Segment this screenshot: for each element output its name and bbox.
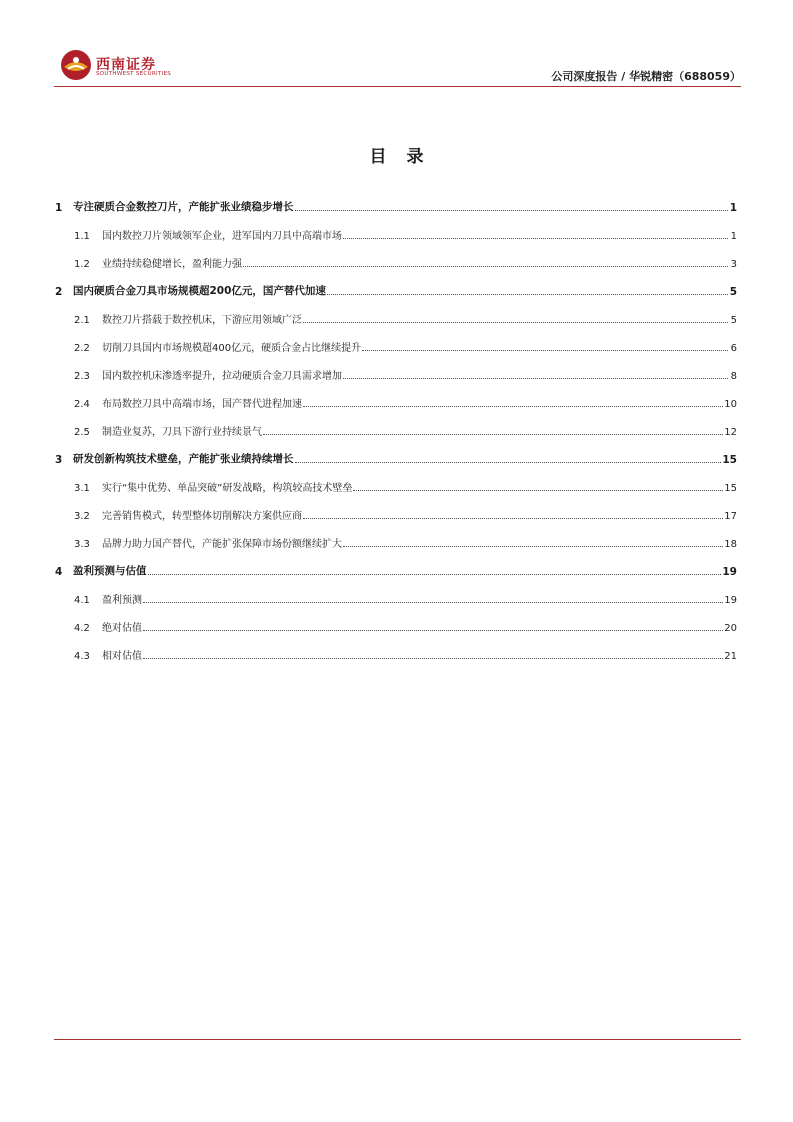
toc-entry-title[interactable]: 制造业复苏，刀具下游行业持续景气 bbox=[102, 427, 262, 438]
toc-entry-title[interactable]: 相对估值 bbox=[102, 651, 142, 662]
toc-page-number: 6 bbox=[730, 343, 737, 354]
toc-entry-title[interactable]: 绝对估值 bbox=[102, 623, 142, 634]
toc-dot-leader bbox=[263, 433, 723, 435]
toc-entry-number: 2.5 bbox=[74, 427, 90, 438]
toc-entry-number: 1.2 bbox=[74, 259, 90, 270]
toc-dot-leader bbox=[327, 293, 728, 295]
toc-section-entry[interactable] bbox=[55, 298, 737, 326]
toc-page-number: 5 bbox=[730, 315, 737, 326]
toc-entry-number: 2.2 bbox=[74, 343, 90, 354]
toc-page-number: 19 bbox=[724, 595, 737, 606]
page-header bbox=[0, 0, 793, 95]
toc-entry-number: 2.3 bbox=[74, 371, 90, 382]
toc-entry-number: 4 bbox=[55, 566, 63, 578]
toc-page-number: 20 bbox=[724, 623, 737, 634]
toc-entry-title[interactable]: 国内数控机床渗透率提升，拉动硬质合金刀具需求增加 bbox=[102, 371, 342, 382]
toc-page-number: 15 bbox=[722, 454, 737, 466]
toc-section-entry[interactable] bbox=[55, 494, 737, 522]
toc-entry-title[interactable]: 布局数控刀具中高端市场，国产替代进程加速 bbox=[102, 399, 302, 410]
toc-page-number: 1 bbox=[730, 231, 737, 242]
toc-page-number: 18 bbox=[724, 539, 737, 550]
logo-chinese-name: 西南证券 bbox=[96, 57, 156, 73]
toc-section-entry[interactable] bbox=[55, 326, 737, 354]
southwest-securities-logo-icon bbox=[60, 49, 92, 81]
toc-section-entry[interactable] bbox=[55, 242, 737, 270]
toc-entry-title[interactable]: 盈利预测与估值 bbox=[73, 565, 147, 577]
toc-chapter-entry[interactable] bbox=[55, 270, 737, 298]
toc-section-entry[interactable] bbox=[55, 606, 737, 634]
toc-dot-leader bbox=[143, 629, 723, 631]
toc-page-number: 1 bbox=[729, 202, 737, 214]
toc-dot-leader bbox=[148, 573, 722, 575]
toc-page-number: 15 bbox=[724, 483, 737, 494]
company-logo bbox=[60, 49, 172, 81]
toc-heading bbox=[0, 142, 793, 167]
toc-entry-title[interactable]: 完善销售模式，转型整体切削解决方案供应商 bbox=[102, 511, 302, 522]
toc-entry-number: 2.1 bbox=[74, 315, 90, 326]
toc-dot-leader bbox=[353, 489, 723, 491]
toc-entry-number: 2.4 bbox=[74, 399, 90, 410]
toc-page-number: 3 bbox=[730, 259, 737, 270]
toc-page-number: 12 bbox=[724, 427, 737, 438]
toc-entry-number: 3.2 bbox=[74, 511, 90, 522]
toc-entry-title[interactable]: 研发创新构筑技术壁垒，产能扩张业绩持续增长 bbox=[73, 453, 294, 465]
toc-page-number: 5 bbox=[729, 286, 737, 298]
toc-page-number: 19 bbox=[722, 566, 737, 578]
toc-section-entry[interactable] bbox=[55, 214, 737, 242]
toc-dot-leader bbox=[303, 321, 728, 323]
toc-dot-leader bbox=[343, 237, 728, 239]
toc-dot-leader bbox=[143, 657, 723, 659]
toc-dot-leader bbox=[362, 349, 728, 351]
toc-entry-number: 3.1 bbox=[74, 483, 90, 494]
toc-section-entry[interactable] bbox=[55, 410, 737, 438]
toc-heading-char-2: 录 bbox=[406, 147, 434, 167]
toc-entry-title[interactable]: 切削刀具国内市场规模超400亿元，硬质合金占比继续提升 bbox=[102, 343, 362, 354]
table-of-contents bbox=[55, 186, 737, 662]
toc-entry-number: 4.2 bbox=[74, 623, 90, 634]
toc-entry-number: 1.1 bbox=[74, 231, 90, 242]
toc-chapter-entry[interactable] bbox=[55, 438, 737, 466]
toc-entry-number: 3.3 bbox=[74, 539, 90, 550]
toc-section-entry[interactable] bbox=[55, 354, 737, 382]
toc-page-number: 10 bbox=[724, 399, 737, 410]
toc-section-entry[interactable] bbox=[55, 522, 737, 550]
toc-entry-number: 4.1 bbox=[74, 595, 90, 606]
toc-dot-leader bbox=[243, 265, 728, 267]
header-divider bbox=[54, 86, 741, 87]
toc-entry-number: 3 bbox=[55, 454, 63, 466]
toc-entry-title[interactable]: 数控刀片搭载于数控机床，下游应用领域广泛 bbox=[102, 315, 302, 326]
toc-dot-leader bbox=[295, 461, 722, 463]
toc-dot-leader bbox=[343, 377, 728, 379]
toc-chapter-entry[interactable] bbox=[55, 186, 737, 214]
toc-section-entry[interactable] bbox=[55, 634, 737, 662]
logo-english-name: SOUTHWEST SECURITIES bbox=[96, 71, 172, 77]
toc-page-number: 17 bbox=[724, 511, 737, 522]
footer-divider bbox=[54, 1039, 741, 1040]
toc-section-entry[interactable] bbox=[55, 578, 737, 606]
toc-page-number: 8 bbox=[730, 371, 737, 382]
toc-heading-char-1: 目 bbox=[369, 147, 397, 167]
toc-section-entry[interactable] bbox=[55, 466, 737, 494]
toc-dot-leader bbox=[295, 209, 729, 211]
toc-page-number: 21 bbox=[724, 651, 737, 662]
toc-entry-title[interactable]: 国内硬质合金刀具市场规模超200亿元，国产替代加速 bbox=[73, 285, 326, 297]
toc-entry-number: 2 bbox=[55, 286, 63, 298]
toc-entry-title[interactable]: 实行“集中优势、单品突破”研发战略，构筑较高技术壁垒 bbox=[102, 483, 353, 494]
toc-entry-title[interactable]: 业绩持续稳健增长，盈利能力强 bbox=[102, 259, 242, 270]
toc-entry-title[interactable]: 国内数控刀片领域领军企业，进军国内刀具中高端市场 bbox=[102, 231, 342, 242]
toc-dot-leader bbox=[303, 517, 723, 519]
toc-dot-leader bbox=[143, 601, 723, 603]
report-title: 公司深度报告 / 华锐精密（688059） bbox=[551, 70, 741, 83]
toc-dot-leader bbox=[343, 545, 723, 547]
toc-entry-number: 1 bbox=[55, 202, 63, 214]
toc-chapter-entry[interactable] bbox=[55, 550, 737, 578]
toc-entry-title[interactable]: 品牌力助力国产替代，产能扩张保障市场份额继续扩大 bbox=[102, 539, 342, 550]
toc-entry-title[interactable]: 盈利预测 bbox=[102, 595, 142, 606]
toc-section-entry[interactable] bbox=[55, 382, 737, 410]
toc-dot-leader bbox=[303, 405, 723, 407]
toc-entry-title[interactable]: 专注硬质合金数控刀片，产能扩张业绩稳步增长 bbox=[73, 201, 294, 213]
toc-entry-number: 4.3 bbox=[74, 651, 90, 662]
